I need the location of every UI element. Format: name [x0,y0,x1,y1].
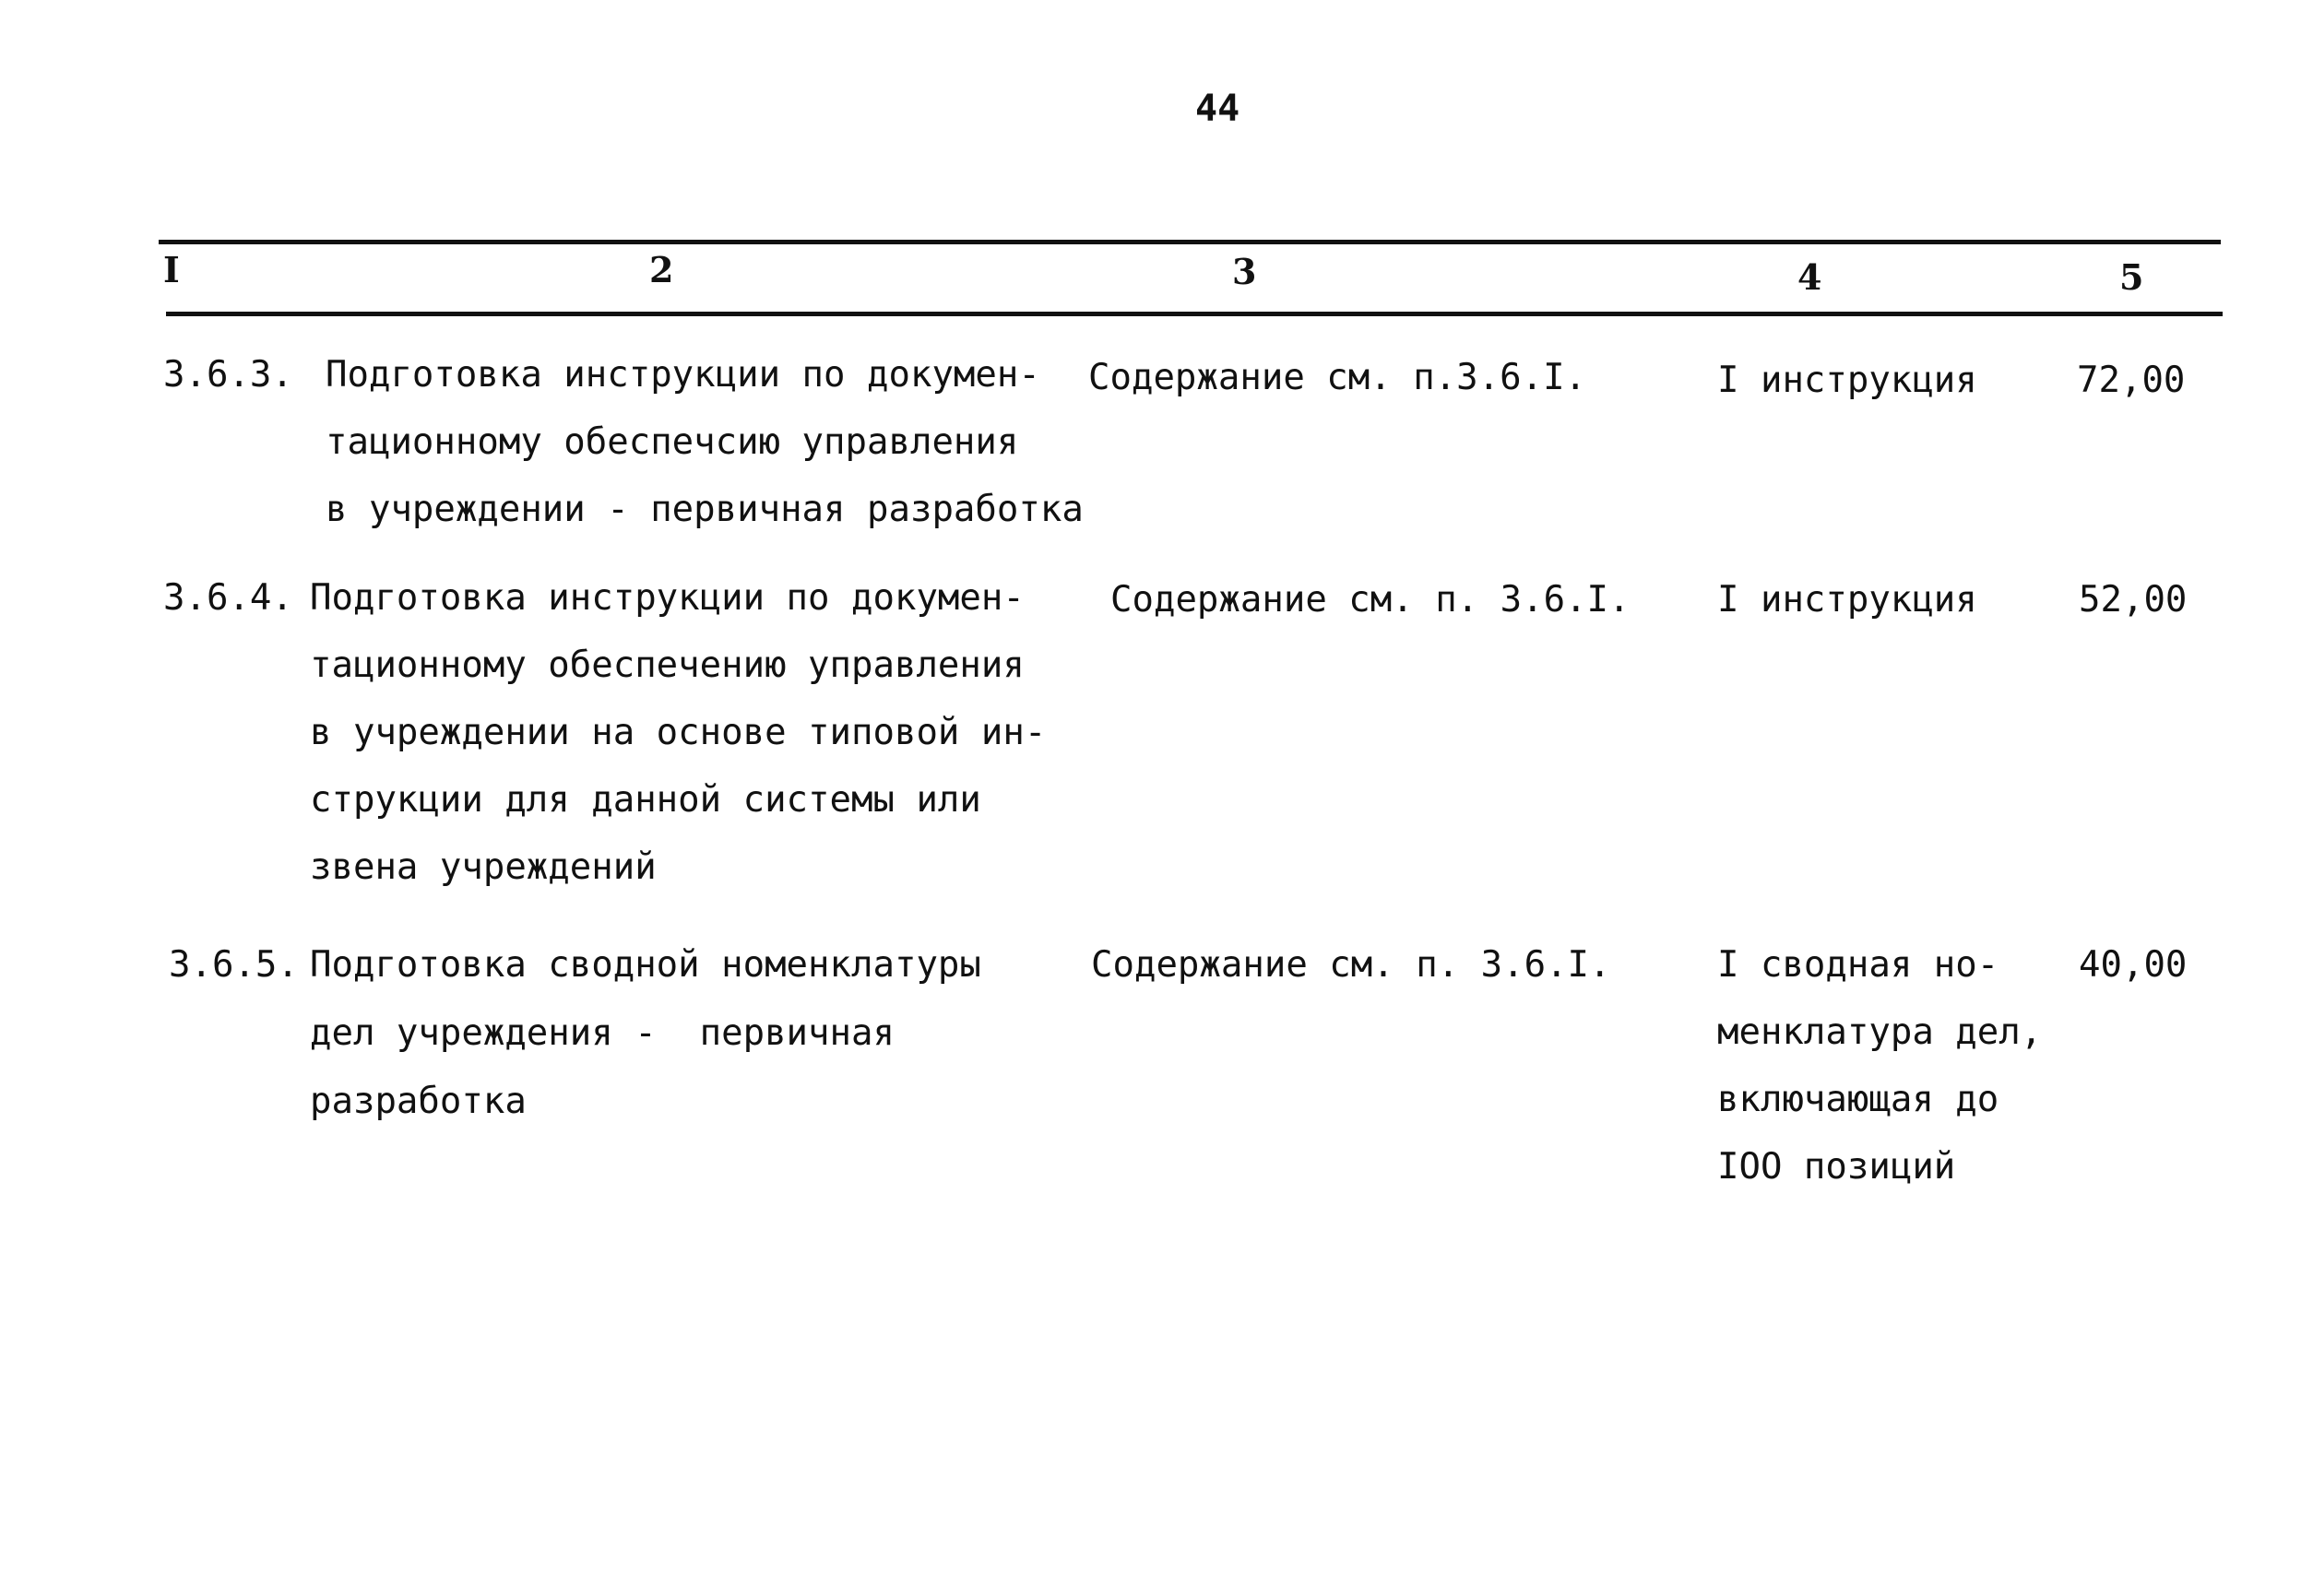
row-content: Содержание см. п. 3.6.I. [1110,579,1631,621]
header-col-2: 2 [649,249,674,290]
header-col-1: I [163,249,180,290]
page-number: 44 [1195,88,1240,130]
row-unit: I инструкция [1717,360,1977,401]
header-col-4: 4 [1797,256,1822,298]
table-header-rule [166,312,2223,316]
row-value: 40,00 [2079,944,2188,986]
row-description: Подготовка инструкции по докумен- тационному обеспечсию управления в учреждении - первичная разработка [326,354,1084,530]
header-col-5: 5 [2119,256,2144,298]
table-top-rule [159,240,2221,244]
row-content: Содержание см. п.3.6.I. [1088,357,1587,398]
row-description: Подготовка инструкции по докумен- тационному обеспечению управления в учреждении на основе типовой ин- струкции для данной системы или звена учреждений [310,577,1047,888]
row-unit: I сводная но- менклатура дел, включающая до IOO позиций [1717,944,2043,1188]
row-description: Подготовка сводной номенклатуры дел учреждения - первичная разработка [310,944,981,1122]
row-value: 52,00 [2079,579,2188,621]
row-number: 3.6.5. [169,944,299,986]
row-number: 3.6.3. [163,354,293,396]
row-unit: I инструкция [1717,579,1977,621]
header-col-3: 3 [1232,251,1257,292]
row-content: Содержание см. п. 3.6.I. [1091,944,1611,986]
row-value: 72,00 [2077,360,2186,401]
row-number: 3.6.4. [163,577,293,619]
